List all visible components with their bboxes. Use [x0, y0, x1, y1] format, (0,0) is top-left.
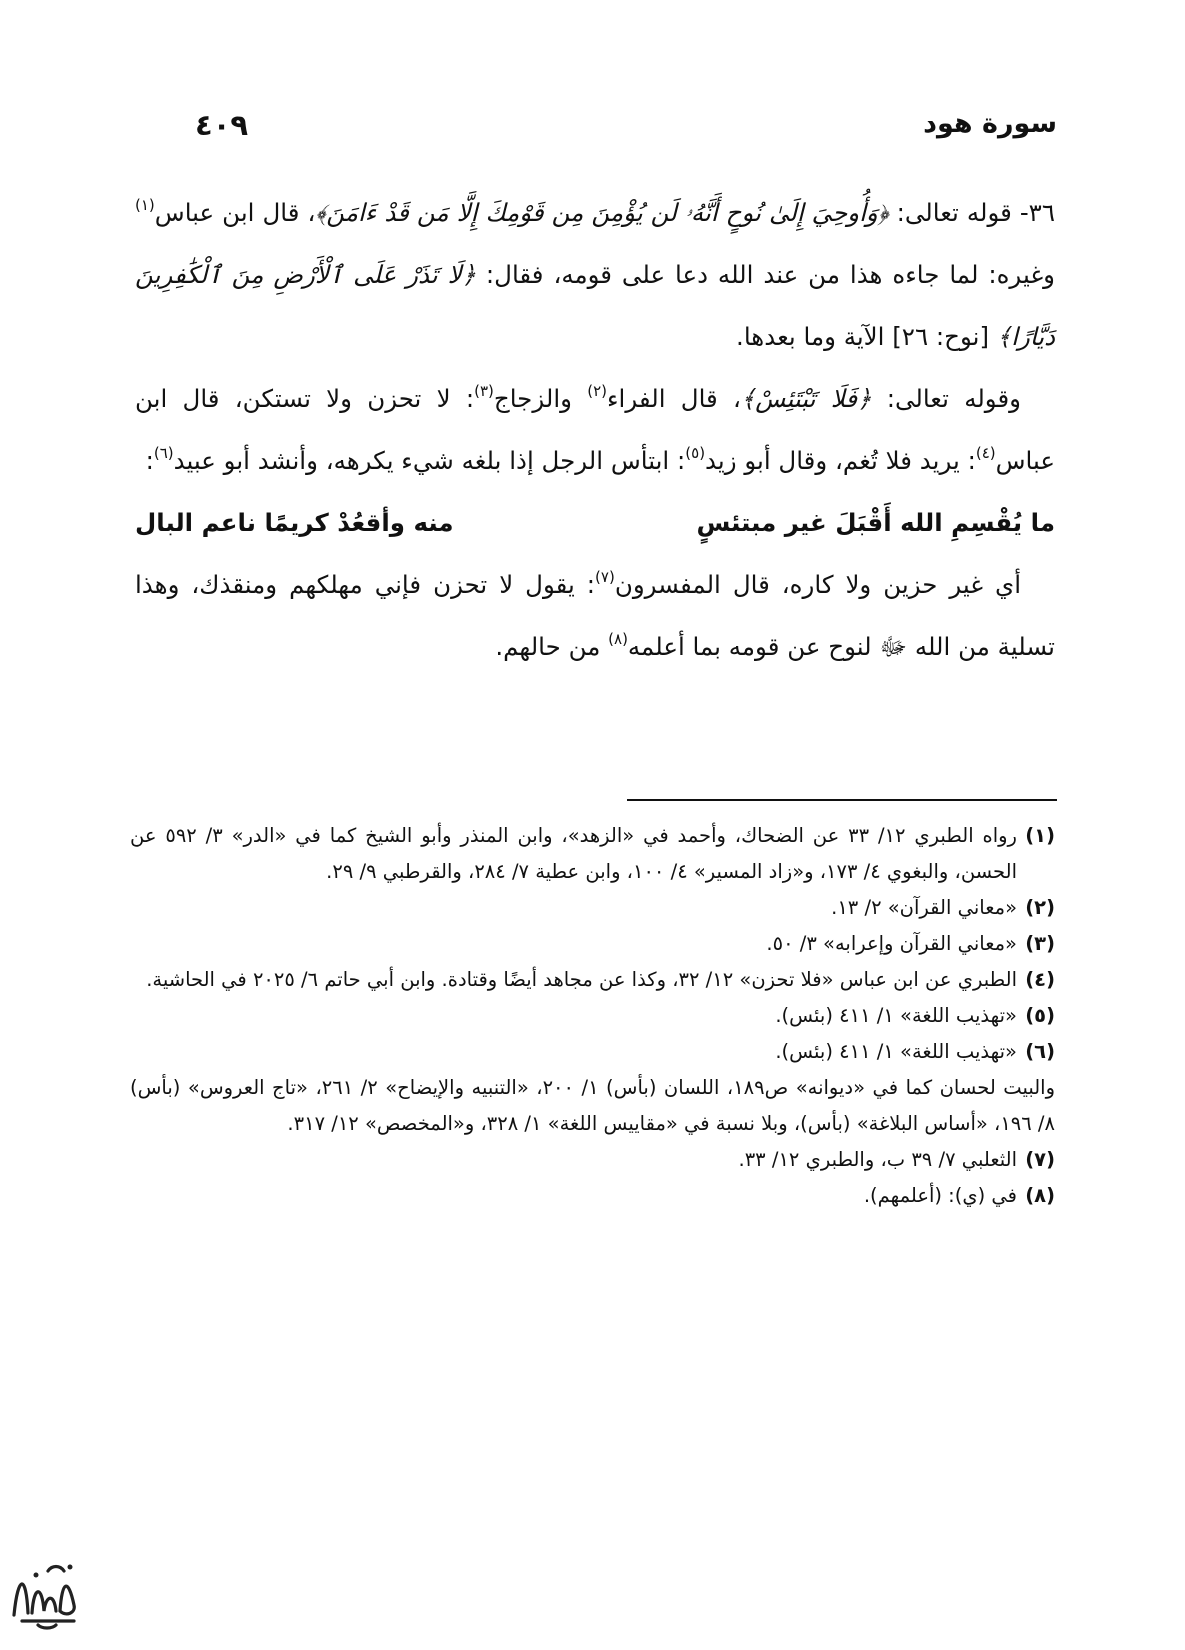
- quran-verse: ﴿لَا تَذَرْ عَلَى ٱلْأَرْضِ مِنَ ٱلْكَٰفِرِينَ دَيَّارًا﴾: [135, 260, 1055, 351]
- footnote-separator: [627, 799, 1057, 801]
- paragraph-text: : يقول لا تحزن فإني مهلكهم ومنقذك، وهذا تسلية من الله ﷻ لنوح عن قومه بما أعلمه: [135, 570, 1055, 661]
- footnote-item: [130, 890, 1055, 926]
- footnote-continuation: والبيت لحسان كما في «ديوانه» ص١٨٩، اللسان (بأس) ١/ ٢٠٠، «التنبيه والإيضاح» ٢/ ٢٦١، «تاج العروس» (بأس) ٨/ ١٩٦، «أساس البلاغة» (بأس)، وبلا نسبة في «مقاييس اللغة» ١/ ٣٢٨، و«المخصص» ١٢/ ٣١٧.: [130, 1076, 1055, 1135]
- footnote-ref[interactable]: (١): [135, 196, 155, 214]
- paragraph-text: والزجاج: [493, 384, 588, 413]
- footnotes-section: [130, 818, 1055, 1214]
- footnote-item: [130, 1178, 1055, 1214]
- footnote-number: (٥): [1025, 1004, 1055, 1027]
- quran-verse: ﴿فَلَا تَبْتَئِسْ﴾: [740, 384, 872, 413]
- page-number: ٤٠٩: [195, 108, 249, 142]
- footnote-item: [130, 998, 1055, 1034]
- paragraph-text: ٣٦- قوله تعالى:: [888, 198, 1055, 227]
- paragraph-mufassirun: [135, 554, 1055, 678]
- footnote-ref[interactable]: (٢): [587, 382, 607, 400]
- footnote-number: (٤): [1025, 968, 1055, 991]
- footnote-item: [130, 962, 1055, 998]
- paragraph-text: : لا تحزن ولا تستكن، قال ابن عباس: [135, 384, 1055, 475]
- footnote-number: (٦): [1025, 1040, 1055, 1063]
- page-header: [195, 108, 1057, 148]
- poetry-hemistich-first: ما يُقْسِمِ الله أَقْبَلَ غير مبتئسٍ: [696, 508, 1055, 537]
- footnote-text: رواه الطبري ١٢/ ٣٣ عن الضحاك، وأحمد في «الزهد»، وابن المنذر وأبو الشيخ كما في «الدر» ٣/ ٥٩٢ عن الحسن، والبغوي ٤/ ١٧٣، و«زاد المسير» ٤/ ١٠٠، وابن عطية ٧/ ٢٨٤، والقرطبي ٩/ ٢٩.: [130, 824, 1017, 883]
- footnote-text: «تهذيب اللغة» ١/ ٤١١ (بئس).: [775, 1004, 1017, 1027]
- footnote-ref[interactable]: (٨): [608, 630, 628, 648]
- footnote-text: «تهذيب اللغة» ١/ ٤١١ (بئس).: [775, 1040, 1017, 1063]
- paragraph-verse-36: [135, 182, 1055, 368]
- paragraph-text: من حالهم.: [495, 632, 609, 661]
- paragraph-text: وقوله تعالى:: [871, 384, 1021, 413]
- footnote-number: (٣): [1025, 932, 1055, 955]
- footnote-ref[interactable]: (٦): [153, 444, 174, 462]
- poetry-verse: [135, 492, 1055, 554]
- footnote-item: [130, 1142, 1055, 1178]
- footnote-number: (٧): [1025, 1148, 1055, 1171]
- paragraph-text: : يريد فلا تُغم، وقال أبو زيد: [705, 446, 976, 475]
- footnote-text: في (ي): (أعلمهم).: [863, 1184, 1017, 1207]
- footnote-item: [130, 926, 1055, 962]
- paragraph-text: وغيره: لما جاءه هذا من عند الله دعا على قومه، فقال:: [475, 260, 1055, 289]
- quran-verse: ﴿وَأُوحِيَ إِلَىٰ نُوحٍ أَنَّهُۥ لَن يُؤْمِنَ مِن قَوْمِكَ إِلَّا مَن قَدْ ءَامَنَ﴾: [315, 198, 889, 227]
- paragraph-text: ، قال الفراء: [607, 384, 741, 413]
- paragraph-text: [نوح: ٢٦] الآية وما بعدها.: [736, 322, 997, 351]
- footnote-text: الطبري عن ابن عباس «فلا تحزن» ١٢/ ٣٢، وكذا عن مجاهد أيضًا وقتادة. وابن أبي حاتم ٦/ ٢٠٢٥ في الحاشية.: [146, 968, 1017, 991]
- footnote-item: [130, 818, 1055, 890]
- footnote-number: (٨): [1025, 1184, 1055, 1207]
- footnote-number: (١): [1025, 824, 1055, 847]
- publisher-logo: [8, 1555, 83, 1635]
- main-body: [135, 182, 1055, 678]
- paragraph-tabtaes: [135, 368, 1055, 492]
- paragraph-text: : ابتأس الرجل إذا بلغه شيء يكرهه، وأنشد أبو عبيد: [173, 446, 686, 475]
- footnote-number: (٢): [1025, 896, 1055, 919]
- footnote-text: الثعلبي ٧/ ٣٩ ب، والطبري ١٢/ ٣٣.: [738, 1148, 1017, 1171]
- surah-title: سورة هود: [923, 108, 1057, 139]
- paragraph-text: :: [145, 446, 154, 475]
- calligraphy-logo-icon: [8, 1555, 83, 1635]
- footnote-ref[interactable]: (٣): [474, 382, 494, 400]
- paragraph-text: أي غير حزين ولا كاره، قال المفسرون: [614, 570, 1022, 599]
- paragraph-text: ، قال ابن عباس: [154, 198, 316, 227]
- poetry-hemistich-second: منه وأقعُدْ كريمًا ناعم البال: [135, 508, 454, 537]
- footnote-item: [130, 1034, 1055, 1070]
- footnote-text: «معاني القرآن» ٢/ ١٣.: [831, 896, 1017, 919]
- footnote-ref[interactable]: (٤): [975, 444, 996, 462]
- footnote-ref[interactable]: (٥): [685, 444, 706, 462]
- footnote-text: «معاني القرآن وإعرابه» ٣/ ٥٠.: [766, 932, 1017, 955]
- footnote-ref[interactable]: (٧): [595, 568, 615, 586]
